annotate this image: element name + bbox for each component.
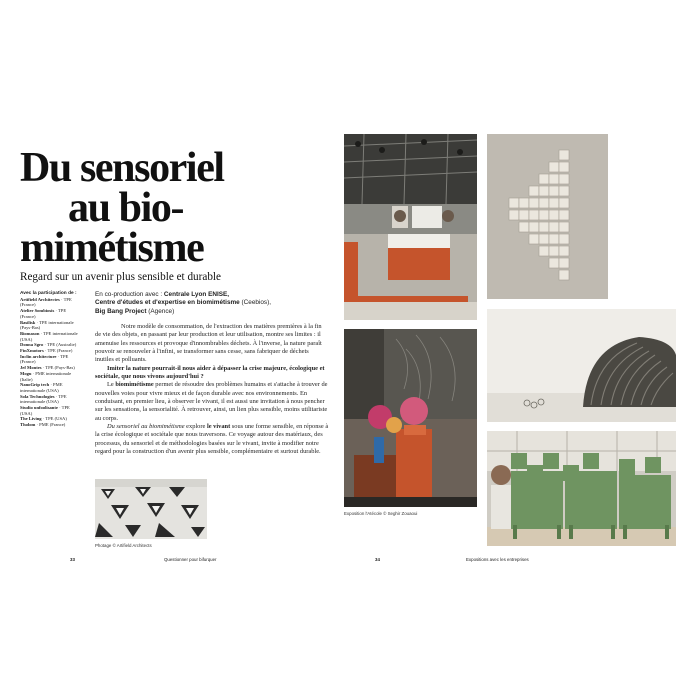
coproduction-partner-2: Centre d'études et d'expertise en biomimétisme xyxy=(95,299,240,307)
paragraph-4-bold: le vivant xyxy=(206,423,231,431)
exhibition-hall-illustration xyxy=(344,134,477,320)
participant-detail: · TPE internationale (USA) xyxy=(20,330,78,342)
participant-name: Artifield Architectes xyxy=(20,296,60,302)
participant-detail: · TPE (France) xyxy=(20,296,72,308)
participant-detail: · TPE (USA) xyxy=(20,405,70,416)
coproduction-partner-1: Centrale Lyon ENISE, xyxy=(163,291,230,298)
paragraph-3-bold: biomimétisme xyxy=(115,381,154,389)
participant-item xyxy=(20,354,82,365)
paragraph-1: Notre modèle de consommation, de l'extraction des matières premières à la fin de vie des objets, en passant par leur production et leur utilisation, montre ses limites : il amenuise les ressources et provoque d'innombrables déchets. À l'inverse, la nature paraît pouvoir se renouveler à l'infini, se transformer sans cesse, sans fabriquer de déchets inutiles et polluants. xyxy=(95,323,322,364)
participant-name: Donna Sgro xyxy=(20,342,44,348)
green-panels-illustration xyxy=(487,431,676,546)
right-page-number: 34 xyxy=(375,557,380,562)
coproduction-partner-3: Big Bang Project xyxy=(95,307,147,315)
flower-vases-photo xyxy=(344,329,477,507)
participant-name: Inclin architecture xyxy=(20,353,57,359)
participant-item xyxy=(20,308,82,319)
participant-item xyxy=(20,371,82,382)
participant-detail: · TPE (France) xyxy=(20,353,69,365)
paragraph-3 xyxy=(95,381,329,423)
green-panels-photo xyxy=(487,431,676,546)
participant-detail: · PME (France) xyxy=(35,422,66,428)
participant-item xyxy=(20,382,82,393)
coproduction-partner-2-suffix: (Ceebios), xyxy=(239,299,272,307)
participant-name: Jef Montes xyxy=(20,365,42,371)
paragraph-4-italic: Du sensoriel au biomimétisme xyxy=(107,423,185,431)
flower-vases-illustration xyxy=(344,329,477,507)
participant-name: Mogu xyxy=(20,370,32,376)
participant-detail: · TPE (Australie) xyxy=(43,342,77,348)
participants-list xyxy=(20,291,82,428)
paragraph-3-start: Le xyxy=(107,381,116,389)
paragraph-4-mid: explore xyxy=(184,423,207,431)
participant-name: FinXmotors xyxy=(20,348,44,354)
participant-name: Studio unfoolisante xyxy=(20,405,58,411)
paragraph-4 xyxy=(95,423,329,456)
footer-right-title: Expositions avec les entreprises xyxy=(466,557,529,562)
participant-name: NanoGrip tech xyxy=(20,382,50,388)
right-photo-credit: Exposition l'Atécole © Seghir Zouaoui xyxy=(344,511,418,516)
participant-item xyxy=(20,331,82,342)
triangle-tiles-illustration xyxy=(95,479,207,539)
participant-name: Basilisk xyxy=(20,319,36,325)
participant-detail: · PME internationale (USA) xyxy=(20,382,63,393)
dome-sculpture-illustration xyxy=(487,309,676,422)
footer-left xyxy=(70,557,75,562)
participant-name: Atelier Sombiosis xyxy=(20,308,55,314)
participants-heading: Avec la participation de : xyxy=(20,291,77,296)
triangle-tiles-photo xyxy=(95,479,207,539)
participant-detail: · TPE internationale (Pays-Bas) xyxy=(20,319,74,331)
participant-detail: · TPE (USA) xyxy=(41,416,67,422)
participant-item xyxy=(20,405,82,416)
participant-detail: · TPE (France) xyxy=(43,348,73,354)
participant-detail: · TPE internationale (USA) xyxy=(20,393,67,405)
page-title xyxy=(20,145,340,271)
paragraph-2-bold: Imiter la nature pourrait-il nous aider à dépasser la crise majeure, écologique et sociétale, que nous vivons aujourd'hui ? xyxy=(95,364,325,381)
article-body xyxy=(95,323,329,457)
footer-left-title: Questionner pour bifurquer xyxy=(164,557,217,562)
participant-detail: · TPE (Pays-Bas) xyxy=(41,365,75,371)
participant-name: Biomason xyxy=(20,330,40,336)
tile-panel-photo xyxy=(487,134,608,299)
coproduction-prefix: En co-production avec : xyxy=(95,291,164,298)
tile-panel-illustration xyxy=(487,134,608,299)
participant-name: The Living xyxy=(20,416,42,422)
participant-detail: · TPE (France) xyxy=(20,308,67,319)
paragraph-2 xyxy=(95,365,329,382)
exhibition-hall-photo xyxy=(344,134,477,320)
participant-name: Tholom xyxy=(20,422,36,428)
participant-item xyxy=(20,422,82,428)
title-line-1: Du sensoriel xyxy=(20,145,224,191)
participant-item xyxy=(20,320,82,331)
title-line-3: mimétisme xyxy=(20,225,204,271)
participant-detail: · PME internationale (Italie) xyxy=(20,370,72,382)
left-page-number: 33 xyxy=(70,557,75,562)
participants-items xyxy=(20,297,82,428)
paragraph-3-end: permet de résoudre des problèmes humains et s'attache à trouver de nouvelles voies pour vivre mieux et de façon durable avec nos environnements. En conduisant, en premier lieu, à observer le vivant, il est aussi une invitation à nous pencher sur les sensations, la sensorialité. À retrouver, ainsi, un lien plus sensible, moins utilitariste au corps. xyxy=(95,381,328,422)
coproduction-credits xyxy=(95,291,340,316)
title-line-2: au bio- xyxy=(68,185,184,231)
participant-name: Sola Technologies xyxy=(20,393,55,399)
left-photo-credit: Photage © Artifield Architects xyxy=(95,543,152,548)
coproduction-partner-3-suffix: (Agence) xyxy=(146,307,175,315)
subtitle: Regard sur un avenir plus sensible et durable xyxy=(20,271,222,283)
dome-sculpture-photo xyxy=(487,309,676,422)
participant-item xyxy=(20,394,82,405)
participant-item xyxy=(20,297,82,308)
footer-right xyxy=(375,557,380,562)
paragraph-4-end: sous une forme sensible, en réponse à la crise écologique et sociétale que nous traversons. Ce voyage autour des matériaux, des processus, du sensoriel et de méthodologies basées sur le vivant, invite à modifier notre regard pour la construction d'un avenir plus sensible, complémentaire et surtout durable. xyxy=(95,423,329,456)
